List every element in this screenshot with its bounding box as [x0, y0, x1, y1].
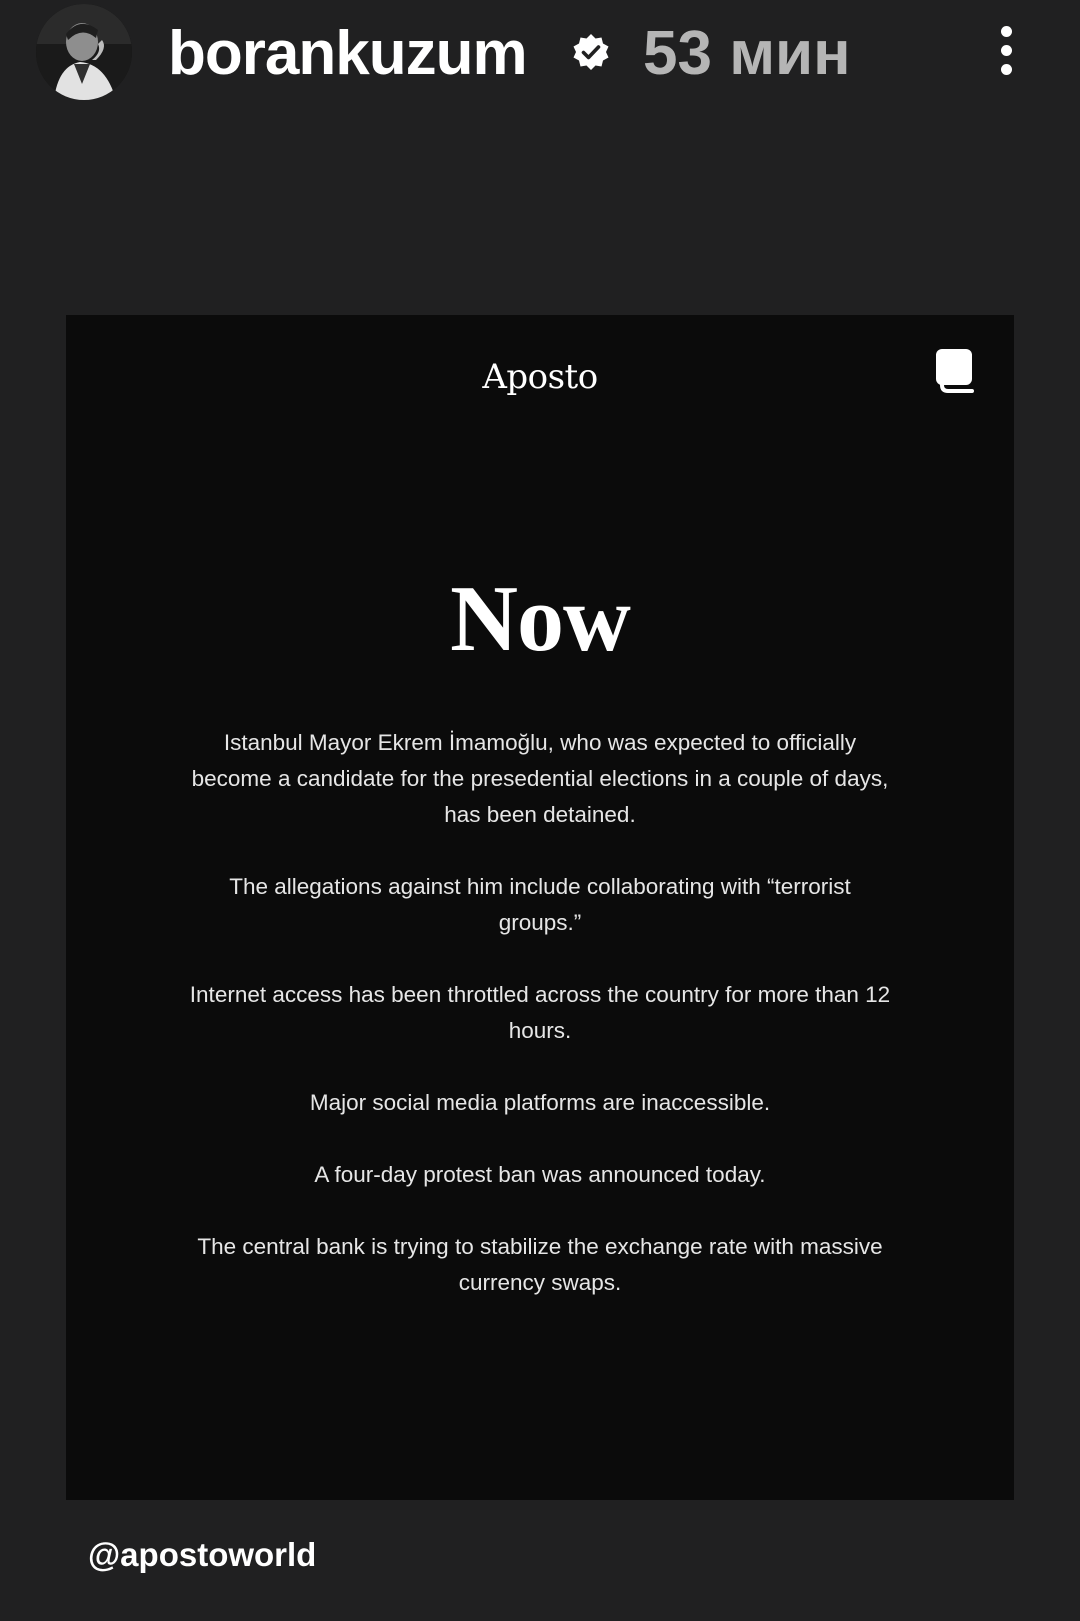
- paragraph: Major social media platforms are inaccessible.: [309, 1090, 771, 1115]
- more-vertical-icon: [1001, 26, 1012, 37]
- avatar[interactable]: [36, 4, 132, 100]
- more-options-button[interactable]: [990, 20, 1024, 80]
- paragraph: Internet access has been throttled across the country for more than 12 hours.: [189, 982, 891, 1043]
- story-header: [0, 0, 1080, 110]
- paragraph: Istanbul Mayor Ekrem İmamoğlu, who was expected to officially become a candidate for the presedential elections in a couple of days, has been detained.: [191, 730, 889, 827]
- post-body: [186, 725, 894, 1337]
- headline: Now: [450, 567, 630, 671]
- paragraph: The central bank is trying to stabilize the exchange rate with massive currency swaps.: [197, 1234, 883, 1295]
- mention-sticker[interactable]: @apostoworld: [88, 1536, 317, 1573]
- username[interactable]: borankuzum: [168, 19, 527, 88]
- paragraph: The allegations against him include collaborating with “terrorist groups.”: [229, 874, 851, 935]
- paragraph: A four-day protest ban was announced today.: [314, 1162, 766, 1187]
- post-time: 53 мин: [643, 19, 851, 88]
- brand-logo: Aposto: [482, 357, 598, 397]
- verified-badge-icon: [570, 32, 612, 74]
- shared-post-card[interactable]: [66, 315, 1014, 1500]
